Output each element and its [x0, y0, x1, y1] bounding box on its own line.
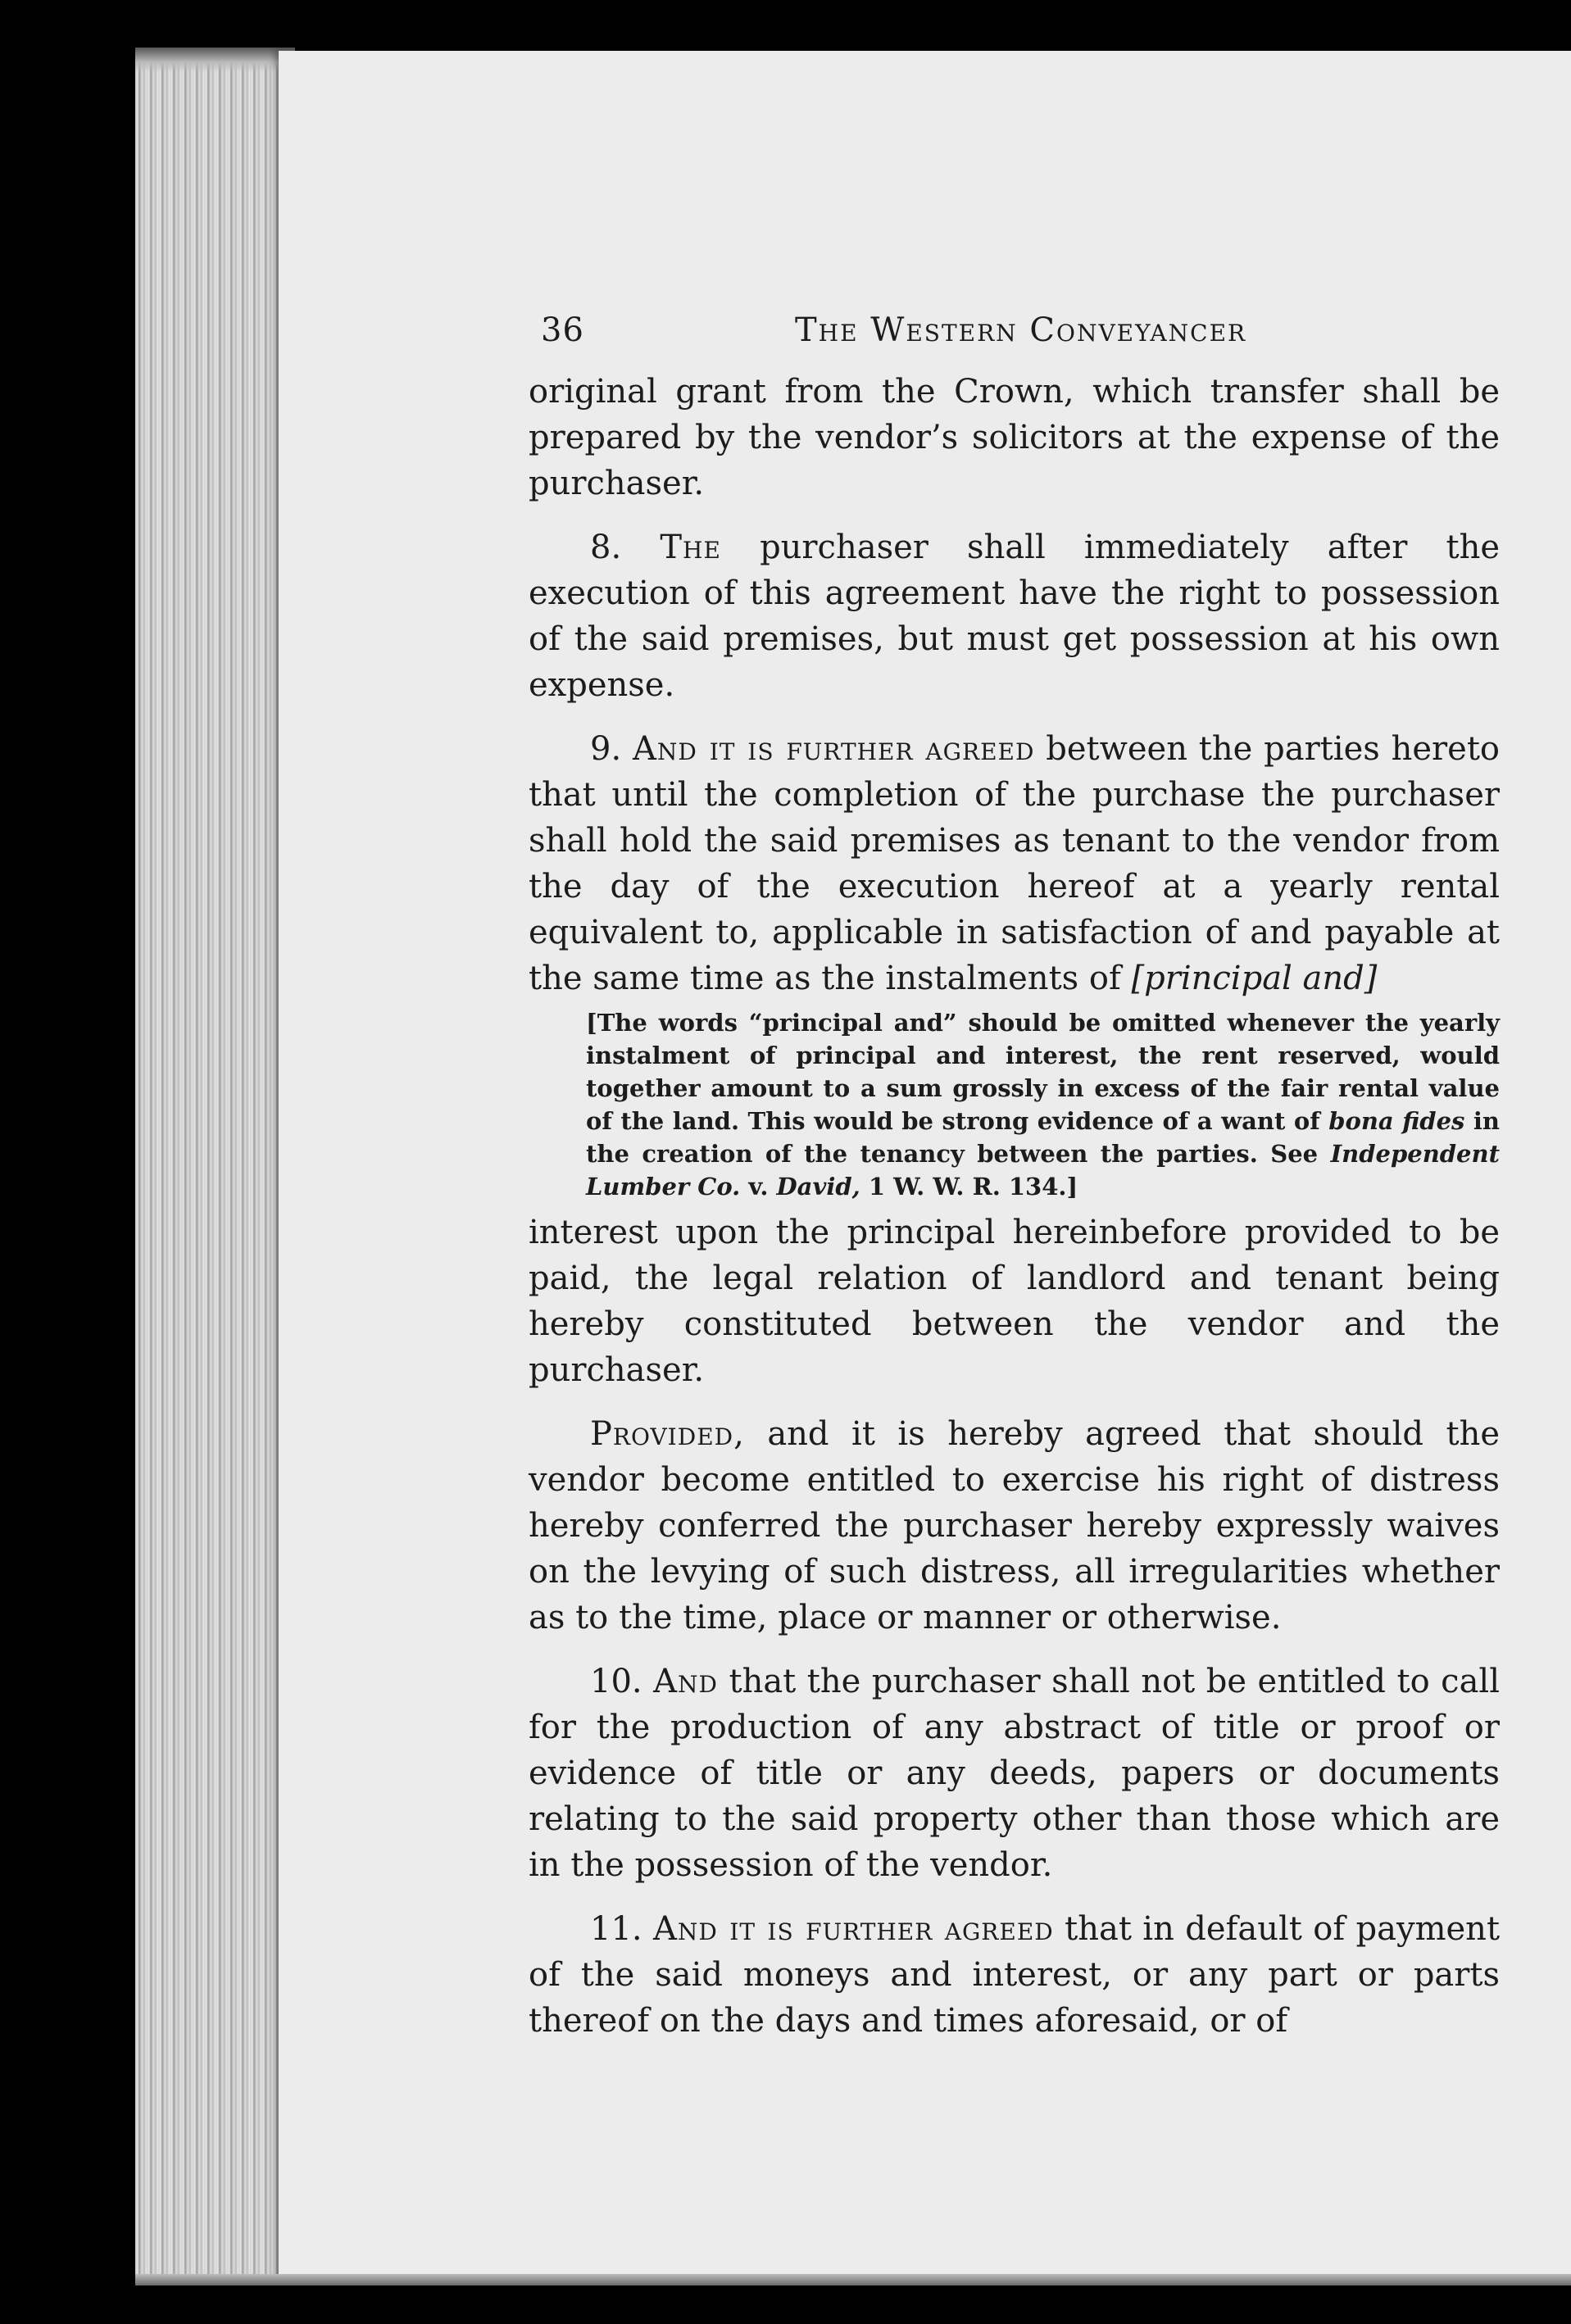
paragraph-continuation: [529, 369, 1500, 506]
note-text: [The words “principal and” should be omitted whenever the yearly instalment of principal and interest, the rent reserved, would together amount to a sum grossly in excess of the fair rental value of the land. This would be strong evidence of a want of: [586, 1009, 1500, 1135]
clause-number: 10.: [590, 1663, 642, 1700]
paragraph-11: [529, 1906, 1500, 2044]
book-bottom-edge: [135, 2274, 1571, 2285]
paragraph-8: [529, 524, 1500, 708]
page-content: [529, 311, 1500, 2044]
paragraph-proviso: [529, 1411, 1500, 1641]
clause-lead: And it is further agreed: [653, 1910, 1054, 1948]
case-name: Independent Lumber Co.: [586, 1140, 1500, 1201]
note-text: in the creation of the tenancy between the parties. See: [586, 1107, 1500, 1168]
citation: 1 W. W. R. 134.]: [868, 1173, 1078, 1201]
bracketed-italic-text: [principal and]: [1131, 960, 1378, 997]
clause-number: 9.: [590, 730, 622, 768]
paragraph-10: [529, 1659, 1500, 1888]
note-italic: bona fides: [1328, 1107, 1465, 1135]
paragraph-continuation-2: [529, 1210, 1500, 1393]
paragraph-text: and it is hereby agreed that should the vendor become entitled to exercise his right of distress hereby conferred the purchaser hereby expressly waives on the levying of such distress, all irregularities whether as to the time, place or manner or otherwise.: [529, 1415, 1501, 1636]
paragraph-text: purchaser shall immediately after the execution of this agreement have the right to possession of the said premises, but must get possession at his own expense.: [529, 529, 1501, 704]
clause-lead: And it is further agreed: [633, 730, 1035, 768]
paragraph-text: original grant from the Crown, which transfer shall be prepared by the vendor’s solicitors at the expense of the purchaser.: [529, 373, 1500, 502]
clause-lead: Provided,: [590, 1415, 745, 1453]
paragraph-text: that the purchaser shall not be entitled to call for the production of any abstract of title or proof or evidence of title or any deeds, papers or documents relating to the said property other than those which are in the possession of the vendor.: [529, 1663, 1500, 1884]
running-head: [529, 311, 1500, 369]
clause-lead: The: [660, 529, 721, 566]
paragraph-text: that in default of payment of the said moneys and interest, or any part or parts thereof on the days and times aforesaid, or of: [529, 1910, 1501, 2040]
page-number: 36: [541, 311, 584, 349]
paragraph-9: [529, 726, 1500, 1001]
editorial-note: [586, 1006, 1500, 1203]
book-page-edges: [135, 48, 295, 2285]
paragraph-text: between the parties hereto that until the completion of the purchase the purchaser shall hold the said premises as tenant to the vendor from the day of the execution hereof at a yearly rental equivalent to, applicable in satisfaction of and payable at the same time as the instalments of: [529, 730, 1501, 997]
note-text: v.: [748, 1173, 769, 1201]
paragraph-text: interest upon the principal hereinbefore provided to be paid, the legal relation of landlord and tenant being hereby constituted between the vendor and the purchaser.: [529, 1214, 1500, 1389]
clause-number: 11.: [590, 1910, 642, 1948]
running-title: The Western Conveyancer: [795, 311, 1247, 349]
clause-lead: And: [653, 1663, 718, 1700]
case-name: David,: [776, 1173, 860, 1201]
clause-number: 8.: [590, 529, 622, 566]
